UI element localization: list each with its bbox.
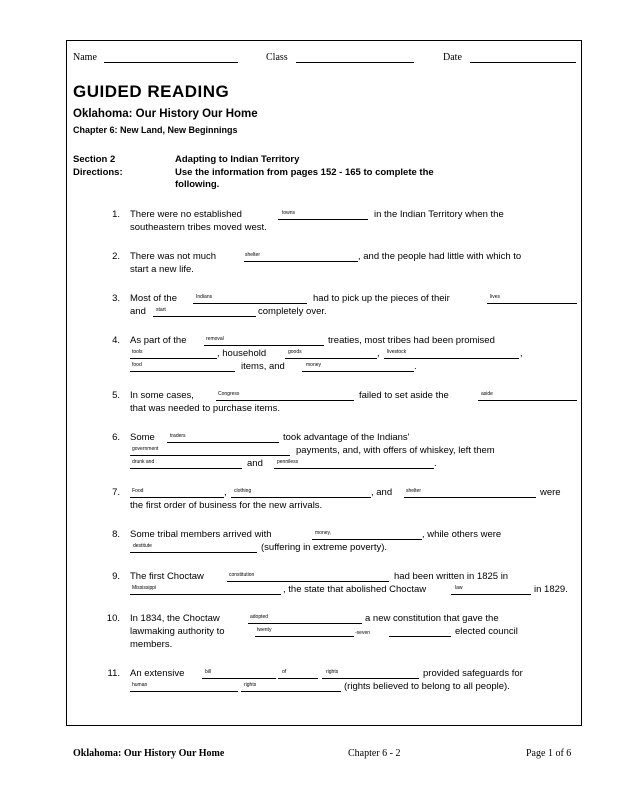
name-label: Name: [73, 52, 97, 63]
question-text: There were no established: [130, 209, 242, 220]
chapter-title: Chapter 6: New Land, New Beginnings: [73, 125, 238, 135]
question-text: Some: [130, 432, 155, 443]
section-label: Section 2: [73, 154, 116, 165]
answer-text: clothing: [234, 488, 252, 494]
answer-text: goods: [288, 349, 302, 355]
answer-text: constitution: [229, 572, 255, 578]
answer-text: rights: [244, 682, 257, 688]
answer-blank[interactable]: [204, 345, 324, 346]
question-text: ,: [377, 348, 380, 359]
question-text: lawmaking authority to: [130, 626, 225, 637]
answer-text: aside: [481, 391, 493, 397]
answer-text: human: [132, 682, 148, 688]
answer-blank[interactable]: [130, 468, 242, 469]
answer-text: government: [132, 446, 159, 452]
question-number: 3.: [112, 293, 120, 304]
question-text: .: [414, 361, 417, 372]
answer-blank[interactable]: [130, 594, 281, 595]
date-field[interactable]: [470, 62, 576, 63]
question-text: and: [247, 458, 263, 469]
answer-text: Indians: [196, 294, 213, 300]
question-number: 6.: [112, 432, 120, 443]
answer-blank[interactable]: [404, 497, 536, 498]
question-text: the first order of business for the new arrivals.: [130, 500, 323, 511]
answer-blank[interactable]: [167, 442, 279, 443]
answer-blank[interactable]: [389, 636, 451, 637]
question-text: had to pick up the pieces of their: [313, 293, 450, 304]
answer-blank[interactable]: [241, 691, 341, 692]
answer-text: livestock: [387, 349, 407, 355]
answer-blank[interactable]: [153, 316, 256, 317]
question-text: took advantage of the Indians': [283, 432, 410, 443]
answer-blank[interactable]: [130, 691, 238, 692]
question-text: items, and: [241, 361, 285, 372]
question-number: 4.: [112, 335, 120, 346]
answer-text: tools: [132, 349, 143, 355]
answer-blank[interactable]: [278, 678, 318, 679]
answer-blank[interactable]: [274, 468, 434, 469]
question-text: elected council: [455, 626, 518, 637]
directions-label: Directions:: [73, 167, 123, 178]
page-title: GUIDED READING: [73, 82, 230, 101]
answer-blank[interactable]: [478, 400, 577, 401]
question-text: An extensive: [130, 668, 185, 679]
question-text: members.: [130, 639, 173, 650]
answer-text: food: [132, 362, 142, 368]
answer-text: start: [156, 307, 166, 313]
footer-chapter: Chapter 6 - 2: [348, 748, 401, 759]
question-text: There was not much: [130, 251, 217, 262]
question-text: Most of the: [130, 293, 177, 304]
question-text: and: [130, 306, 146, 317]
question-text: ,: [224, 487, 227, 498]
answer-text: adopted: [250, 614, 269, 620]
question-text: Some tribal members arrived with: [130, 529, 272, 540]
question-text: payments, and, with offers of whiskey, left them: [296, 445, 495, 456]
answer-text: Mississippi: [132, 585, 157, 591]
question-text: (suffering in extreme poverty).: [261, 542, 388, 553]
answer-text: removal: [206, 336, 224, 342]
question-text: start a new life.: [130, 264, 194, 275]
question-text: , household: [217, 348, 267, 359]
question-text: In 1834, the Choctaw: [130, 613, 220, 624]
answer-blank[interactable]: [202, 678, 276, 679]
answer-text: money,: [315, 530, 332, 536]
question-number: 8.: [112, 529, 120, 540]
answer-text: traders: [170, 433, 186, 439]
question-text: a new constitution that gave the: [365, 613, 499, 624]
question-text: , the state that abolished Choctaw: [283, 584, 427, 595]
question-text: failed to set aside the: [359, 390, 449, 401]
answer-text: lives: [490, 294, 501, 300]
question-text: , and: [371, 487, 393, 498]
answer-text: shelter: [245, 252, 261, 258]
question-text: treaties, most tribes had been promised: [328, 335, 495, 346]
answer-blank[interactable]: [248, 623, 362, 624]
answer-text: twenty: [257, 627, 272, 633]
question-text: completely over.: [258, 306, 327, 317]
answer-text: -seven: [355, 630, 371, 636]
answer-text: money: [306, 362, 322, 368]
date-label: Date: [443, 52, 462, 63]
class-field[interactable]: [296, 62, 414, 63]
answer-text: Congress: [218, 391, 240, 397]
directions-text: Use the information from pages 152 - 165 to complete the: [175, 167, 434, 178]
footer-page-number: Page 1 of 6: [526, 748, 572, 759]
answer-blank[interactable]: [384, 358, 519, 359]
answer-blank[interactable]: [130, 497, 224, 498]
question-text: ,: [520, 348, 523, 359]
answer-blank[interactable]: [216, 400, 354, 401]
question-number: 1.: [112, 209, 120, 220]
class-label: Class: [266, 52, 288, 63]
question-number: 11.: [107, 668, 120, 679]
question-text: .: [434, 458, 437, 469]
question-number: 10.: [106, 613, 120, 624]
section-title: Adapting to Indian Territory: [175, 154, 300, 165]
question-number: 9.: [112, 571, 120, 582]
question-text: As part of the: [130, 335, 187, 346]
answer-blank[interactable]: [255, 636, 354, 637]
question-text: , while others were: [422, 529, 502, 540]
question-text: in the Indian Territory when the: [374, 209, 504, 220]
answer-blank[interactable]: [227, 581, 389, 582]
answer-blank[interactable]: [231, 497, 371, 498]
answer-text: bill: [205, 669, 212, 675]
answer-text: rights: [326, 669, 339, 675]
answer-blank[interactable]: [487, 303, 577, 304]
answer-text: shelter: [406, 488, 422, 494]
answer-blank[interactable]: [130, 371, 235, 372]
question-text: provided safeguards for: [423, 668, 523, 679]
answer-text: towns: [282, 210, 296, 216]
question-number: 5.: [112, 390, 120, 401]
answer-blank[interactable]: [130, 358, 217, 359]
question-text: In some cases,: [130, 390, 194, 401]
footer-book-title: Oklahoma: Our History Our Home: [73, 748, 225, 759]
answer-blank[interactable]: [278, 219, 368, 220]
answer-blank[interactable]: [193, 303, 307, 304]
answer-blank[interactable]: [322, 678, 419, 679]
answer-blank[interactable]: [302, 371, 414, 372]
question-text: southeastern tribes moved west.: [130, 222, 267, 233]
question-text: , and the people had little with which to: [358, 251, 522, 262]
answer-text: law: [455, 585, 463, 591]
answer-blank[interactable]: [312, 539, 422, 540]
answer-blank[interactable]: [244, 261, 358, 262]
question-text: were: [540, 487, 561, 498]
question-number: 2.: [112, 251, 120, 262]
question-text: that was needed to purchase items.: [130, 403, 280, 414]
question-text: The first Choctaw: [130, 571, 204, 582]
answer-text: destitute: [133, 543, 152, 549]
question-text: had been written in 1825 in: [394, 571, 509, 582]
book-title: Oklahoma: Our History Our Home: [73, 108, 258, 120]
question-text: in 1829.: [534, 584, 568, 595]
answer-text: penniless: [277, 459, 299, 465]
question-text: (rights believed to belong to all people).: [344, 681, 510, 692]
answer-blank[interactable]: [285, 358, 377, 359]
answer-text: drunk and: [132, 459, 155, 465]
answer-text: Food: [132, 488, 144, 494]
question-number: 7.: [112, 487, 120, 498]
name-field[interactable]: [104, 62, 238, 63]
directions-text-2: following.: [175, 179, 220, 190]
answer-blank[interactable]: [451, 594, 531, 595]
answer-blank[interactable]: [130, 552, 257, 553]
answer-text: of: [282, 669, 287, 675]
answer-blank[interactable]: [130, 455, 290, 456]
